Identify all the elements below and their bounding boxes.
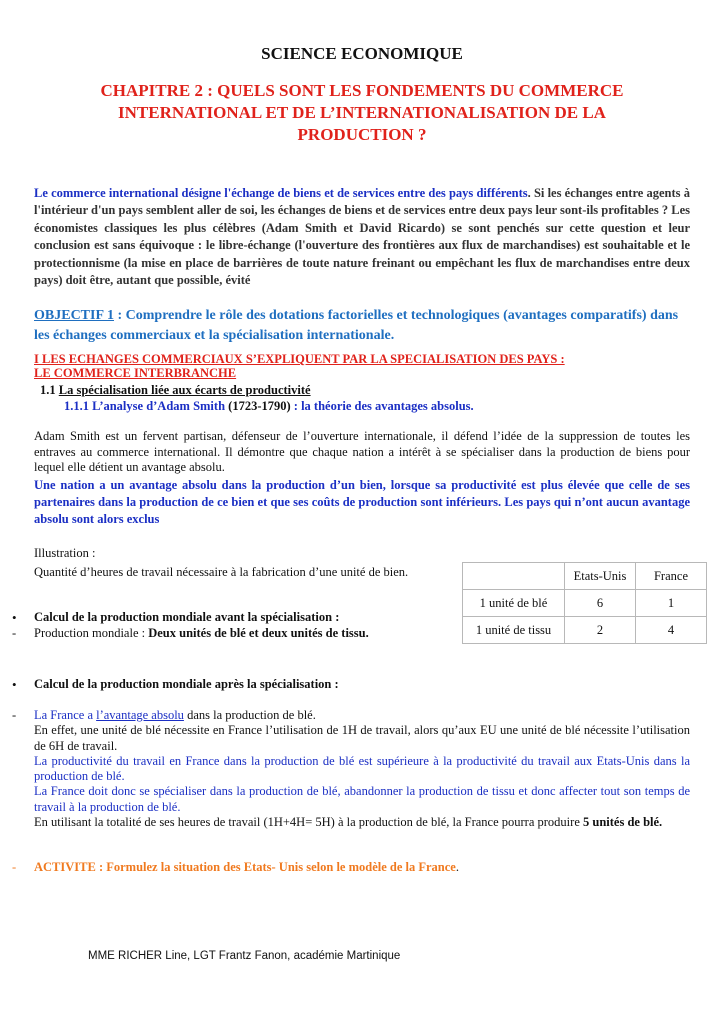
dash-before: -: [12, 626, 17, 640]
table-cell: 4: [636, 617, 707, 644]
subsection-1-1: [40, 383, 311, 398]
section-1-heading: [34, 352, 565, 380]
table-cell: 2: [565, 617, 636, 644]
activity: [34, 860, 459, 875]
table-header-row: [463, 563, 707, 590]
illustration-caption: Quantité d’heures de travail nécessaire à la fabrication d’une unité de bien.: [34, 565, 409, 579]
after-title: Calcul de la production mondiale après la spécialisation :: [34, 677, 339, 691]
after-line-1: [34, 708, 690, 723]
table-cell: 1 unité de tissu: [463, 617, 565, 644]
smith-paragraph: Adam Smith est un fervent partisan, défenseur de l’ouverture internationale, il défend l’idée de la suppression de toutes les entraves au commerce international. Il démontre que chaque nation a intérêt à se spécialiser dans la production de biens pour lequel elle détient un avantage absolu.: [34, 429, 690, 474]
absolute-advantage-link: l’avantage absolu: [96, 708, 184, 722]
table-row: [463, 590, 707, 617]
table-header-cell: Etats-Unis: [565, 563, 636, 590]
subsection-1-1-1: [64, 399, 474, 414]
illustration-label: Illustration :: [34, 546, 96, 560]
document-title: SCIENCE ECONOMIQUE: [261, 44, 463, 63]
dash-after: -: [12, 708, 17, 722]
after-line-5a: En utilisant la totalité de ses heures de travail (1H+4H= 5H) à la production de blé, la France pourra produire: [34, 815, 583, 830]
subsection-1-1-number: 1.1: [40, 383, 59, 397]
after-line-3: La productivité du travail en France dans la production de blé est supérieure à la productivité du travail aux Etats-Unis dans la production de blé.: [34, 753, 690, 784]
after-line-5b: 5 unités de blé.: [583, 815, 663, 830]
subsection-1-1-1-rest: : la théorie des avantages absolus.: [290, 399, 474, 413]
table-header-cell: [463, 563, 565, 590]
subsection-1-1-1-dates: (1723-1790): [225, 399, 291, 413]
world-production-value: Deux unités de blé et deux unités de tissu.: [148, 626, 369, 640]
absolute-advantage-definition: Une nation a un avantage absolu dans la production d’un bien, lorsque sa productivité est plus élevée que celle de ses partenaires dans la production de ce bien et que ses coûts de production sont inférieurs. Les pays qui n’ont aucun avantage absolu sont alors exclus: [34, 478, 690, 526]
after-line-1c: dans la production de blé.: [183, 708, 316, 722]
world-production-label: Production mondiale :: [34, 626, 149, 640]
dash-activity: -: [12, 860, 17, 874]
after-line-2: En effet, une unité de blé nécessite en France l’utilisation de 1H de travail, alors qu’aux EU une unité de blé nécessite l’utilisation de 6H de travail.: [34, 723, 690, 753]
subsection-1-1-1-title: 1.1.1 L’analyse d’Adam Smith: [64, 399, 226, 413]
table-cell: 6: [565, 590, 636, 617]
footer-author: MME RICHER Line, LGT Frantz Fanon, académie Martinique: [88, 950, 401, 962]
before-title: Calcul de la production mondiale avant la spécialisation :: [34, 610, 340, 624]
table-row: [463, 617, 707, 644]
table-header-cell: France: [636, 563, 707, 590]
chapter-title-line-3: PRODUCTION ?: [297, 125, 427, 144]
chapter-title-line-2: INTERNATIONAL ET DE L’INTERNATIONALISATION DE LA: [118, 103, 606, 122]
activity-period: .: [455, 860, 459, 874]
intro-text: . Si les échanges entre agents à l'intérieur d'un pays semblent aller de soi, les échanges de biens et de services entre deux pays leur sont-ils profitables ? Les économistes classiques les plus célèbres (Adam Smith et David Ricardo) se sont penchés sur cette question et leur conclusion est sans équivoque : le libre-échange (l'ouverture des frontières aux flux de marchandises) est souhaitable et le protectionnisme (la mise en place de barrières de toute nature freinant ou empêchant les flux de marchandises entre deux pays) doit être, autant que possible, évité: [34, 186, 690, 288]
section-1-line-2: LE COMMERCE INTERBRANCHE: [34, 366, 237, 380]
bullet-after: •: [12, 677, 17, 692]
after-explanation: [34, 708, 690, 830]
bullet-before: •: [12, 610, 17, 625]
objective-text: : Comprendre le rôle des dotations factorielles et technologiques (avantages comparatifs) dans les échanges commerciaux et la spécialisation internationale.: [34, 308, 679, 343]
subsection-1-1-title: La spécialisation liée aux écarts de productivité: [58, 383, 311, 397]
objective: [34, 306, 694, 346]
chapter-title-line-1: CHAPITRE 2 : QUELS SONT LES FONDEMENTS DU COMMERCE: [100, 81, 624, 100]
chapter-title: [0, 80, 724, 146]
objective-label: OBJECTIF 1: [34, 308, 114, 323]
intro-paragraph: [34, 185, 690, 289]
after-line-5: [34, 815, 690, 830]
after-line-4: La France doit donc se spécialiser dans la production de blé, abandonner la production de tissu et donc affecter tout son temps de travail à la production de blé.: [34, 784, 690, 814]
activity-text: ACTIVITE : Formulez la situation des Etats- Unis selon le modèle de la France: [34, 860, 456, 874]
table-cell: 1 unité de blé: [463, 590, 565, 617]
intro-definition: Le commerce international désigne l'échange de biens et de services entre des pays différents: [34, 186, 528, 200]
after-line-1a: La France a: [34, 708, 97, 722]
world-production-before: [34, 626, 369, 641]
section-1-line-1: I LES ECHANGES COMMERCIAUX S’EXPLIQUENT PAR LA SPECIALISATION DES PAYS :: [34, 352, 565, 366]
table-cell: 1: [636, 590, 707, 617]
hours-table: [462, 562, 707, 644]
